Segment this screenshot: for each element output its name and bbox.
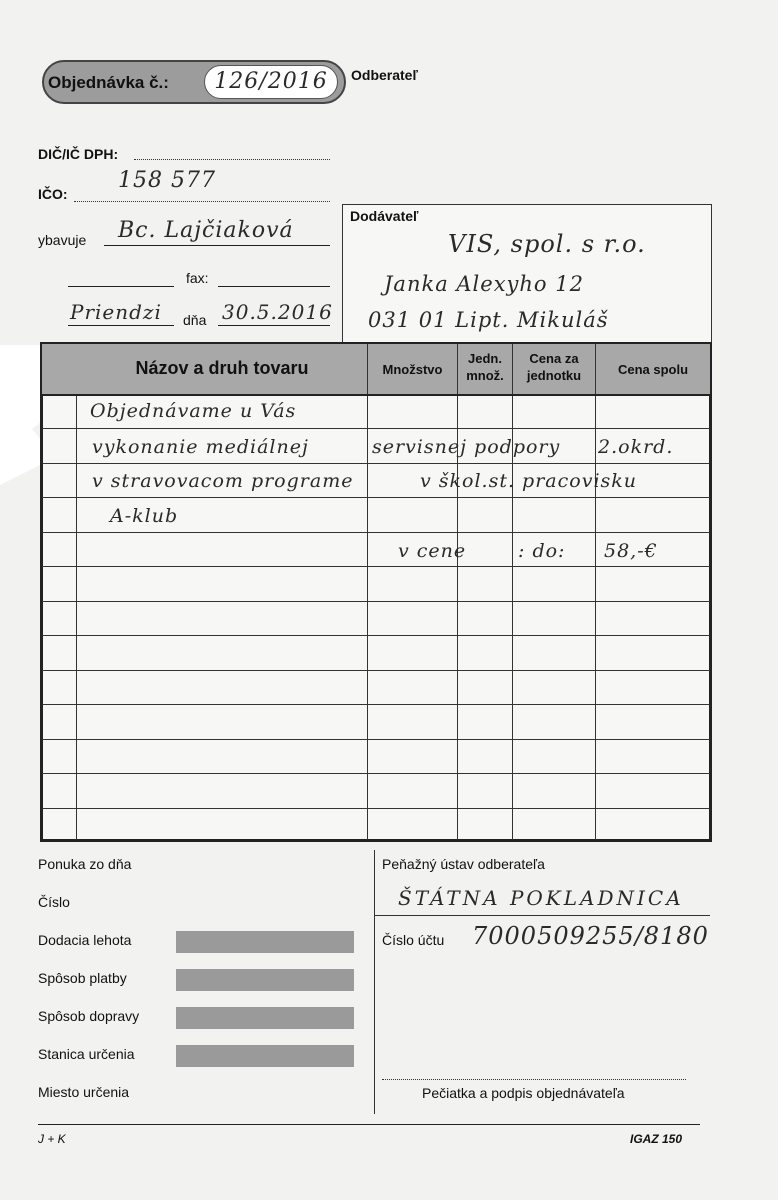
bank-label: Peňažný ústav odberateľa xyxy=(382,856,545,872)
signature-label: Pečiatka a podpis objednávateľa xyxy=(422,1085,625,1101)
fax-line xyxy=(218,285,330,287)
header-unit: Jedn. množ. xyxy=(466,351,504,383)
supplier-name: VIS, spol. s r.o. xyxy=(448,230,646,258)
ico-label: IČO: xyxy=(38,186,68,202)
table-row: vykonanie mediálnej xyxy=(92,436,309,458)
date-line xyxy=(218,324,330,326)
header-unit-price: Cena za jednotku xyxy=(526,351,582,383)
dna-label: dňa xyxy=(183,312,207,328)
ico-value: 158 577 xyxy=(118,168,216,193)
odberatel-label: Odberateľ xyxy=(351,67,418,83)
dic-label: DIČ/IČ DPH: xyxy=(38,146,119,162)
footer-right: IGAZ 150 xyxy=(630,1132,683,1146)
supplier-street: Janka Alexyho 12 xyxy=(384,272,584,296)
payment-method-label: Spôsob platby xyxy=(38,970,127,986)
order-number-value: 126/2016 xyxy=(204,65,338,99)
account-label: Číslo účtu xyxy=(382,932,445,948)
dic-line xyxy=(134,158,330,160)
header-name: Názov a druh tovaru xyxy=(135,358,309,378)
vybavuje-label: ybavuje xyxy=(38,232,87,248)
transport-method-box xyxy=(176,1007,354,1029)
ico-line xyxy=(74,200,330,202)
supplier-label: Dodávateľ xyxy=(350,208,419,224)
transport-method-label: Spôsob dopravy xyxy=(38,1008,140,1024)
order-label: Objednávka č.: xyxy=(48,73,169,92)
date-value: 30.5.2016 xyxy=(222,300,333,324)
vybavuje-line xyxy=(104,244,330,246)
table-row: Objednávame u Vás xyxy=(90,400,297,422)
header-quantity: Množstvo xyxy=(382,362,443,377)
delivery-term-box xyxy=(176,931,354,953)
destination-station-box xyxy=(176,1045,354,1067)
table-row: : do: xyxy=(518,540,566,562)
number-label: Číslo xyxy=(38,894,70,910)
signature-line xyxy=(382,1078,686,1080)
delivery-term-label: Dodacia lehota xyxy=(38,932,132,948)
table-row: v škol.st. pracovisku xyxy=(420,470,638,492)
header-total: Cena spolu xyxy=(617,362,689,377)
payment-method-box xyxy=(176,969,354,991)
fax-label: fax: xyxy=(186,270,209,286)
table-row: servisnej podpory xyxy=(372,436,561,458)
offer-date-label: Ponuka zo dňa xyxy=(38,856,132,872)
account-value: 7000509255/8180 xyxy=(472,922,709,950)
table-row: v cene xyxy=(398,540,467,562)
destination-station-label: Stanica určenia xyxy=(38,1046,135,1062)
footer-left: J + K xyxy=(38,1132,66,1146)
place-line xyxy=(68,324,174,326)
table-row: 2.okrd. xyxy=(598,436,674,458)
table-row: 58,-€ xyxy=(604,540,658,562)
vybavuje-value: Bc. Lajčiaková xyxy=(118,218,294,243)
bank-value: ŠTÁTNA POKLADNICA xyxy=(398,886,684,910)
table-row: v stravovacom programe xyxy=(92,470,354,492)
table-row: A-klub xyxy=(110,505,179,527)
place-value: Priendzi xyxy=(70,300,162,324)
destination-place-label: Miesto určenia xyxy=(38,1084,130,1100)
phone-line xyxy=(68,285,174,287)
supplier-city: 031 01 Lipt. Mikuláš xyxy=(368,308,609,332)
